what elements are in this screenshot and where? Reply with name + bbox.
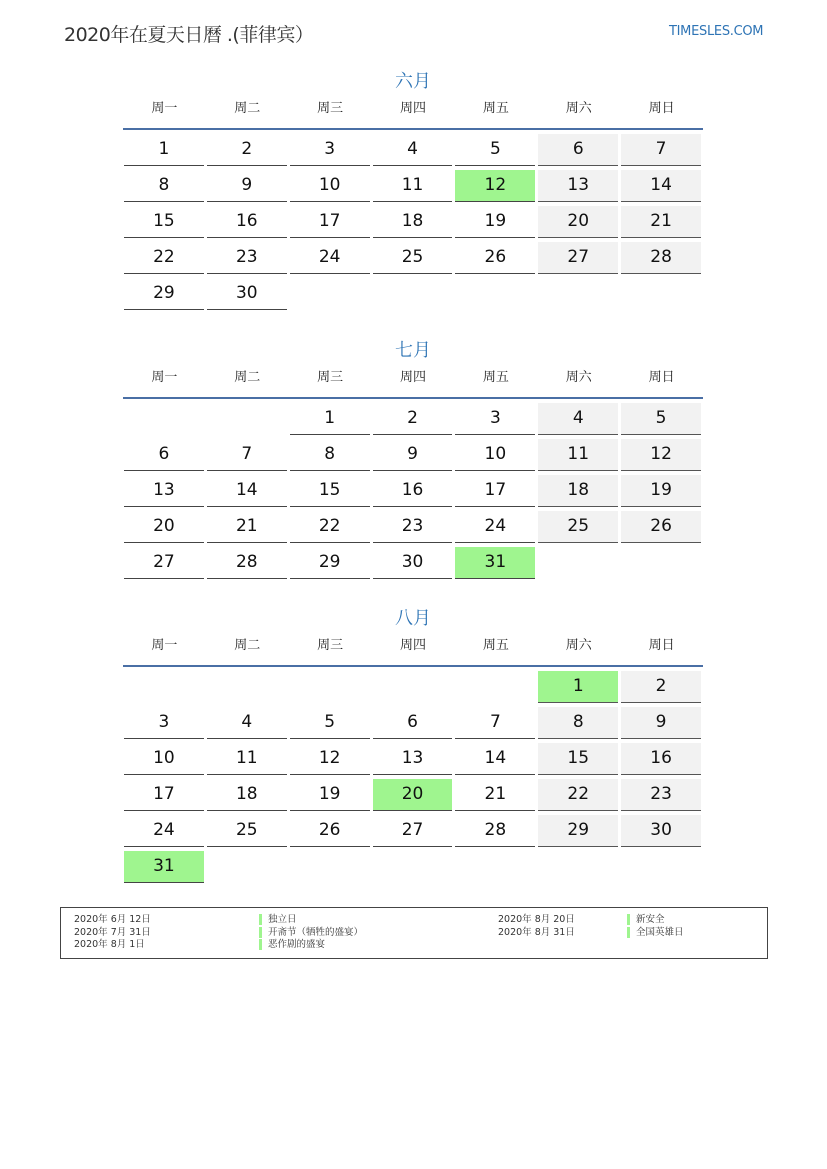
- day-number: 20: [373, 779, 453, 811]
- weekday-header-row: [123, 94, 703, 130]
- day-number: 15: [124, 206, 204, 238]
- day-number: 22: [290, 511, 370, 543]
- day-cell[interactable]: [123, 130, 206, 166]
- day-number: 21: [207, 511, 287, 543]
- empty-day-cell: [537, 543, 620, 579]
- day-number: 8: [124, 170, 204, 202]
- holiday-day-cell[interactable]: [372, 775, 455, 811]
- day-cell[interactable]: [372, 811, 455, 847]
- day-number: 22: [124, 242, 204, 274]
- legend-holiday-name: 恶作剧的盛宴: [259, 939, 363, 952]
- day-cell[interactable]: [537, 130, 620, 166]
- weekday-label: 周一: [151, 101, 178, 116]
- day-number: 19: [290, 779, 370, 811]
- day-number: 23: [207, 242, 287, 274]
- day-number: [290, 671, 370, 703]
- day-cell[interactable]: [372, 703, 455, 739]
- empty-day-cell: [289, 274, 372, 310]
- day-number: 31: [455, 547, 535, 579]
- month-calendar: [123, 607, 703, 883]
- day-number: 24: [455, 511, 535, 543]
- day-number: 13: [373, 743, 453, 775]
- weekday-label: 周二: [234, 370, 261, 385]
- day-number: 26: [455, 242, 535, 274]
- day-number: [124, 671, 204, 703]
- day-cell[interactable]: [620, 775, 703, 811]
- day-number: 13: [124, 475, 204, 507]
- day-cell[interactable]: [289, 238, 372, 274]
- day-cell[interactable]: [372, 238, 455, 274]
- day-number: [455, 278, 535, 310]
- day-cell[interactable]: [537, 166, 620, 202]
- legend-holiday-name: 新安全: [627, 914, 684, 927]
- holiday-day-cell[interactable]: [537, 667, 620, 703]
- day-cell[interactable]: [206, 130, 289, 166]
- holiday-day-cell[interactable]: [454, 166, 537, 202]
- weekday-label: 周一: [151, 638, 178, 653]
- day-number: 12: [621, 439, 701, 471]
- day-cell[interactable]: [454, 703, 537, 739]
- day-number: 8: [538, 707, 618, 739]
- weekday-label: 周三: [317, 370, 344, 385]
- legend-holiday-date: 2020年 8月 20日: [498, 914, 575, 925]
- week-row: [123, 667, 703, 703]
- day-number: 24: [290, 242, 370, 274]
- day-number: 5: [455, 134, 535, 166]
- week-row: [123, 847, 703, 883]
- day-cell[interactable]: [123, 274, 206, 310]
- day-number: 6: [124, 439, 204, 471]
- legend-holiday-date: 2020年 8月 31日: [498, 926, 575, 938]
- weekday-header-row: [123, 363, 703, 399]
- day-cell[interactable]: [289, 811, 372, 847]
- day-number: 29: [538, 815, 618, 847]
- holiday-legend: [60, 907, 768, 959]
- day-cell[interactable]: [620, 811, 703, 847]
- day-number: 7: [207, 439, 287, 471]
- day-number: 25: [538, 511, 618, 543]
- day-number: 11: [538, 439, 618, 471]
- holiday-day-cell[interactable]: [123, 847, 206, 883]
- day-cell[interactable]: [206, 811, 289, 847]
- day-number: 14: [455, 743, 535, 775]
- day-cell[interactable]: [372, 130, 455, 166]
- day-number: [621, 278, 701, 310]
- day-number: 1: [124, 134, 204, 166]
- day-cell[interactable]: [123, 435, 206, 471]
- day-cell[interactable]: [206, 507, 289, 543]
- day-cell[interactable]: [537, 507, 620, 543]
- day-number: 27: [124, 547, 204, 579]
- empty-day-cell: [537, 274, 620, 310]
- holiday-day-cell[interactable]: [454, 543, 537, 579]
- weekday-label: 周五: [482, 101, 509, 116]
- weekday-label: 周一: [151, 370, 178, 385]
- week-row: [123, 507, 703, 543]
- day-number: 24: [124, 815, 204, 847]
- week-row: [123, 775, 703, 811]
- day-number: 3: [124, 707, 204, 739]
- day-cell[interactable]: [537, 238, 620, 274]
- empty-day-cell: [206, 399, 289, 435]
- day-number: 12: [290, 743, 370, 775]
- day-cell[interactable]: [206, 166, 289, 202]
- day-cell[interactable]: [454, 471, 537, 507]
- day-number: 28: [207, 547, 287, 579]
- day-number: 14: [207, 475, 287, 507]
- day-cell[interactable]: [206, 739, 289, 775]
- day-number: 9: [207, 170, 287, 202]
- day-number: [538, 851, 618, 883]
- day-number: [373, 851, 453, 883]
- day-number: 7: [621, 134, 701, 166]
- day-cell[interactable]: [123, 238, 206, 274]
- day-cell[interactable]: [537, 775, 620, 811]
- day-number: 27: [538, 242, 618, 274]
- day-number: [290, 851, 370, 883]
- day-cell[interactable]: [454, 739, 537, 775]
- day-number: 20: [124, 511, 204, 543]
- day-cell[interactable]: [454, 202, 537, 238]
- day-number: 9: [621, 707, 701, 739]
- day-number: 17: [290, 206, 370, 238]
- day-cell[interactable]: [289, 739, 372, 775]
- day-number: 10: [124, 743, 204, 775]
- legend-holiday-name: 全国英雄日: [627, 927, 684, 940]
- legend-holiday-name: 开斋节（牺牲的盛宴）: [259, 927, 363, 940]
- day-number: 17: [455, 475, 535, 507]
- legend-holiday-date: 2020年 8月 1日: [74, 939, 145, 950]
- day-cell[interactable]: [123, 543, 206, 579]
- day-number: 25: [207, 815, 287, 847]
- day-number: 6: [373, 707, 453, 739]
- day-cell[interactable]: [372, 507, 455, 543]
- day-cell[interactable]: [620, 202, 703, 238]
- day-cell[interactable]: [206, 274, 289, 310]
- legend-names-right: [627, 914, 684, 939]
- day-cell[interactable]: [620, 238, 703, 274]
- day-number: 8: [290, 439, 370, 471]
- day-number: 21: [455, 779, 535, 811]
- day-cell[interactable]: [454, 775, 537, 811]
- week-row: [123, 202, 703, 238]
- day-number: 15: [538, 743, 618, 775]
- weekday-label: 周四: [400, 370, 427, 385]
- weekday-label: 周三: [317, 101, 344, 116]
- day-cell[interactable]: [372, 471, 455, 507]
- empty-day-cell: [206, 847, 289, 883]
- day-number: [290, 278, 370, 310]
- day-cell[interactable]: [454, 238, 537, 274]
- day-number: 6: [538, 134, 618, 166]
- day-cell[interactable]: [620, 703, 703, 739]
- day-cell[interactable]: [206, 543, 289, 579]
- day-number: 11: [207, 743, 287, 775]
- day-number: [621, 851, 701, 883]
- day-cell[interactable]: [289, 202, 372, 238]
- day-cell[interactable]: [206, 703, 289, 739]
- day-cell[interactable]: [537, 435, 620, 471]
- day-cell[interactable]: [289, 399, 372, 435]
- day-cell[interactable]: [537, 399, 620, 435]
- week-row: [123, 238, 703, 274]
- day-number: 29: [124, 278, 204, 310]
- day-number: [373, 671, 453, 703]
- day-cell[interactable]: [206, 435, 289, 471]
- day-number: [621, 547, 701, 579]
- day-number: 17: [124, 779, 204, 811]
- month-title: 七月: [395, 340, 431, 361]
- legend-holiday-name: 独立日: [259, 914, 363, 927]
- weekday-label: 周五: [482, 370, 509, 385]
- day-cell[interactable]: [123, 775, 206, 811]
- day-number: 4: [207, 707, 287, 739]
- day-cell[interactable]: [537, 202, 620, 238]
- day-number: [538, 278, 618, 310]
- day-number: [124, 403, 204, 435]
- weekday-label: 周六: [565, 370, 592, 385]
- day-cell[interactable]: [537, 811, 620, 847]
- day-number: 28: [455, 815, 535, 847]
- day-cell[interactable]: [289, 166, 372, 202]
- empty-day-cell: [372, 847, 455, 883]
- day-number: 7: [455, 707, 535, 739]
- day-cell[interactable]: [537, 471, 620, 507]
- weekday-label: 周四: [400, 101, 427, 116]
- day-number: 26: [290, 815, 370, 847]
- day-cell[interactable]: [372, 543, 455, 579]
- day-cell[interactable]: [372, 435, 455, 471]
- day-number: 16: [621, 743, 701, 775]
- day-number: 10: [290, 170, 370, 202]
- day-cell[interactable]: [620, 739, 703, 775]
- day-number: 16: [373, 475, 453, 507]
- week-row: [123, 435, 703, 471]
- weekday-label: 周日: [648, 370, 675, 385]
- day-cell[interactable]: [123, 471, 206, 507]
- day-cell[interactable]: [620, 130, 703, 166]
- day-number: 28: [621, 242, 701, 274]
- month-grid: [123, 631, 703, 883]
- day-number: 16: [207, 206, 287, 238]
- day-cell[interactable]: [537, 703, 620, 739]
- week-row: [123, 471, 703, 507]
- day-cell[interactable]: [620, 507, 703, 543]
- day-cell[interactable]: [620, 667, 703, 703]
- day-cell[interactable]: [372, 202, 455, 238]
- day-cell[interactable]: [123, 703, 206, 739]
- day-cell[interactable]: [123, 507, 206, 543]
- weekday-label: 周二: [234, 638, 261, 653]
- day-number: 2: [373, 403, 453, 435]
- empty-day-cell: [123, 667, 206, 703]
- day-number: 5: [290, 707, 370, 739]
- day-cell[interactable]: [206, 238, 289, 274]
- day-cell[interactable]: [289, 543, 372, 579]
- weekday-label: 周二: [234, 101, 261, 116]
- weekday-label: 周日: [648, 638, 675, 653]
- legend-holiday-date: 2020年 6月 12日: [74, 914, 151, 925]
- empty-day-cell: [454, 274, 537, 310]
- day-number: 25: [373, 242, 453, 274]
- day-cell[interactable]: [372, 166, 455, 202]
- day-number: 20: [538, 206, 618, 238]
- empty-day-cell: [206, 667, 289, 703]
- day-number: 3: [290, 134, 370, 166]
- day-number: 31: [124, 851, 204, 883]
- day-cell[interactable]: [620, 166, 703, 202]
- day-cell[interactable]: [289, 507, 372, 543]
- day-cell[interactable]: [123, 166, 206, 202]
- month-calendar: [123, 339, 703, 579]
- weekday-label: 周六: [565, 101, 592, 116]
- day-number: 9: [373, 439, 453, 471]
- day-number: [455, 671, 535, 703]
- page-title: 2020年在夏天日曆 .(菲律宾）: [64, 24, 314, 46]
- week-row: [123, 274, 703, 310]
- site-link[interactable]: TIMESLES.COM: [669, 24, 764, 39]
- day-number: 1: [538, 671, 618, 703]
- day-cell[interactable]: [123, 202, 206, 238]
- day-number: 14: [621, 170, 701, 202]
- empty-day-cell: [620, 274, 703, 310]
- day-cell[interactable]: [372, 739, 455, 775]
- day-number: 12: [455, 170, 535, 202]
- empty-day-cell: [454, 847, 537, 883]
- day-cell[interactable]: [454, 399, 537, 435]
- day-cell[interactable]: [537, 739, 620, 775]
- week-row: [123, 703, 703, 739]
- day-number: [207, 851, 287, 883]
- day-number: 11: [373, 170, 453, 202]
- day-number: [207, 403, 287, 435]
- week-row: [123, 166, 703, 202]
- day-number: 19: [621, 475, 701, 507]
- day-number: 13: [538, 170, 618, 202]
- day-number: 18: [207, 779, 287, 811]
- day-number: 30: [373, 547, 453, 579]
- week-row: [123, 399, 703, 435]
- empty-day-cell: [123, 399, 206, 435]
- day-number: 4: [538, 403, 618, 435]
- day-number: 26: [621, 511, 701, 543]
- day-number: 10: [455, 439, 535, 471]
- day-number: [207, 671, 287, 703]
- day-number: 30: [207, 278, 287, 310]
- day-cell[interactable]: [454, 507, 537, 543]
- day-number: 18: [373, 206, 453, 238]
- empty-day-cell: [454, 667, 537, 703]
- legend-dates-left: [74, 914, 151, 952]
- month-grid: [123, 363, 703, 579]
- day-number: 18: [538, 475, 618, 507]
- day-number: 29: [290, 547, 370, 579]
- week-row: [123, 130, 703, 166]
- empty-day-cell: [372, 274, 455, 310]
- day-number: [455, 851, 535, 883]
- week-row: [123, 739, 703, 775]
- day-number: 30: [621, 815, 701, 847]
- weekday-label: 周日: [648, 101, 675, 116]
- empty-day-cell: [620, 847, 703, 883]
- day-number: 22: [538, 779, 618, 811]
- day-number: 5: [621, 403, 701, 435]
- weekday-label: 周四: [400, 638, 427, 653]
- weekday-label: 周六: [565, 638, 592, 653]
- day-cell[interactable]: [123, 811, 206, 847]
- weekday-label: 周三: [317, 638, 344, 653]
- week-row: [123, 543, 703, 579]
- legend-dates-right: [498, 914, 575, 939]
- day-number: 19: [455, 206, 535, 238]
- weekday-label: 周五: [482, 638, 509, 653]
- day-cell[interactable]: [206, 202, 289, 238]
- empty-day-cell: [289, 847, 372, 883]
- month-calendar: [123, 70, 703, 310]
- day-cell[interactable]: [123, 739, 206, 775]
- day-cell[interactable]: [289, 775, 372, 811]
- day-number: 3: [455, 403, 535, 435]
- day-number: 4: [373, 134, 453, 166]
- day-cell[interactable]: [620, 435, 703, 471]
- legend-names-left: [259, 914, 363, 952]
- day-number: 2: [621, 671, 701, 703]
- day-number: 21: [621, 206, 701, 238]
- week-row: [123, 811, 703, 847]
- day-cell[interactable]: [289, 703, 372, 739]
- day-cell[interactable]: [454, 130, 537, 166]
- day-number: 23: [621, 779, 701, 811]
- empty-day-cell: [620, 543, 703, 579]
- day-number: 1: [290, 403, 370, 435]
- day-cell[interactable]: [289, 130, 372, 166]
- day-cell[interactable]: [620, 399, 703, 435]
- day-cell[interactable]: [620, 471, 703, 507]
- month-title: 八月: [395, 608, 431, 629]
- day-number: [373, 278, 453, 310]
- day-cell[interactable]: [289, 471, 372, 507]
- empty-day-cell: [537, 847, 620, 883]
- day-number: 27: [373, 815, 453, 847]
- legend-holiday-date: 2020年 7月 31日: [74, 926, 151, 938]
- weekday-header-row: [123, 631, 703, 667]
- empty-day-cell: [372, 667, 455, 703]
- month-title: 六月: [395, 71, 431, 92]
- month-grid: [123, 94, 703, 310]
- day-cell[interactable]: [206, 775, 289, 811]
- day-number: 23: [373, 511, 453, 543]
- day-number: [538, 547, 618, 579]
- empty-day-cell: [289, 667, 372, 703]
- day-cell[interactable]: [289, 435, 372, 471]
- day-number: 2: [207, 134, 287, 166]
- day-cell[interactable]: [454, 811, 537, 847]
- day-number: 15: [290, 475, 370, 507]
- day-cell[interactable]: [454, 435, 537, 471]
- day-cell[interactable]: [372, 399, 455, 435]
- day-cell[interactable]: [206, 471, 289, 507]
